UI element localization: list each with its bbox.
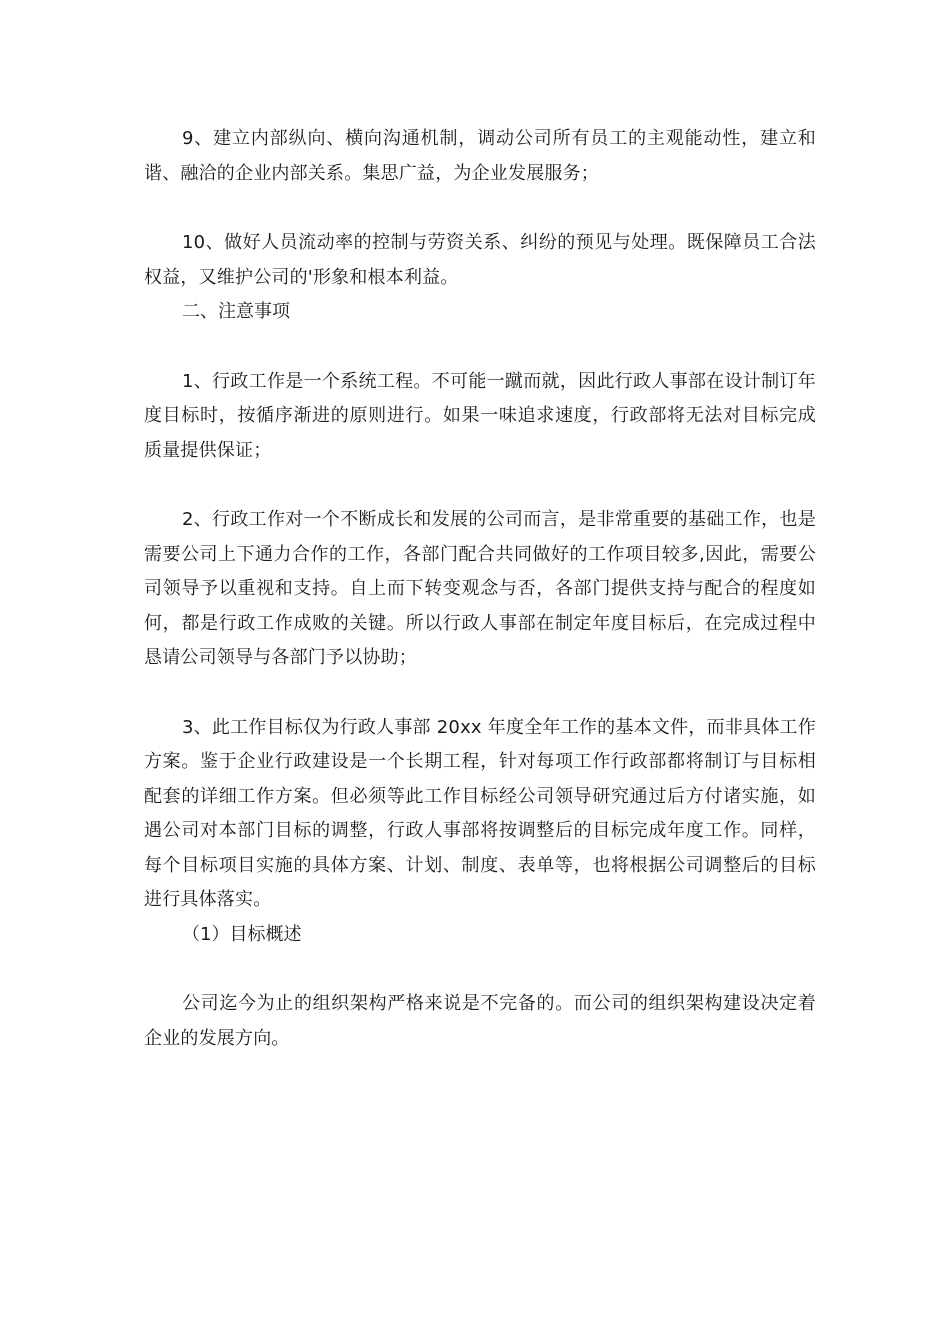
section-heading-notes: 二、注意事项: [182, 301, 290, 322]
paragraph-goal-overview: 公司迄今为止的组织架构严格来说是不完备的。而公司的组织架构建设决定着企业的发展方向。: [144, 993, 816, 1049]
paragraph-note-2: 2、行政工作对一个不断成长和发展的公司而言，是非常重要的基础工作，也是需要公司上下通力合作的工作，各部门配合共同做好的工作项目较多,因此，需要公司领导予以重视和支持。自上而下转变观念与否，各部门提供支持与配合的程度如何，都是行政工作成败的关键。所以行政人事部在制定年度目标后，在完成过程中恳请公司领导与各部门予以协助；: [144, 509, 816, 668]
paragraph-note-3: 3、此工作目标仅为行政人事部 20xx 年度全年工作的基本文件，而非具体工作方案。鉴于企业行政建设是一个长期工程，针对每项工作行政部都将制订与目标相配套的详细工作方案。但必须等此工作目标经公司领导研究通过后方付诸实施，如遇公司对本部门目标的调整，行政人事部将按调整后的目标完成年度工作。同样，每个目标项目实施的具体方案、计划、制度、表单等，也将根据公司调整后的目标进行具体落实。: [144, 716, 816, 910]
subsection-heading-goal-overview: （1）目标概述: [182, 923, 302, 945]
paragraph-item-9: 9、建立内部纵向、横向沟通机制，调动公司所有员工的主观能动性，建立和谐、融洽的企业内部关系。集思广益，为企业发展服务；: [144, 128, 816, 184]
paragraph-item-10: 10、做好人员流动率的控制与劳资关系、纠纷的预见与处理。既保障员工合法权益，又维护公司的'形象和根本利益。: [144, 232, 816, 288]
document-body: [144, 122, 816, 1056]
paragraph-note-1: 1、行政工作是一个系统工程。不可能一蹴而就，因此行政人事部在设计制订年度目标时，按循序渐进的原则进行。如果一味追求速度，行政部将无法对目标完成质量提供保证；: [144, 370, 816, 461]
